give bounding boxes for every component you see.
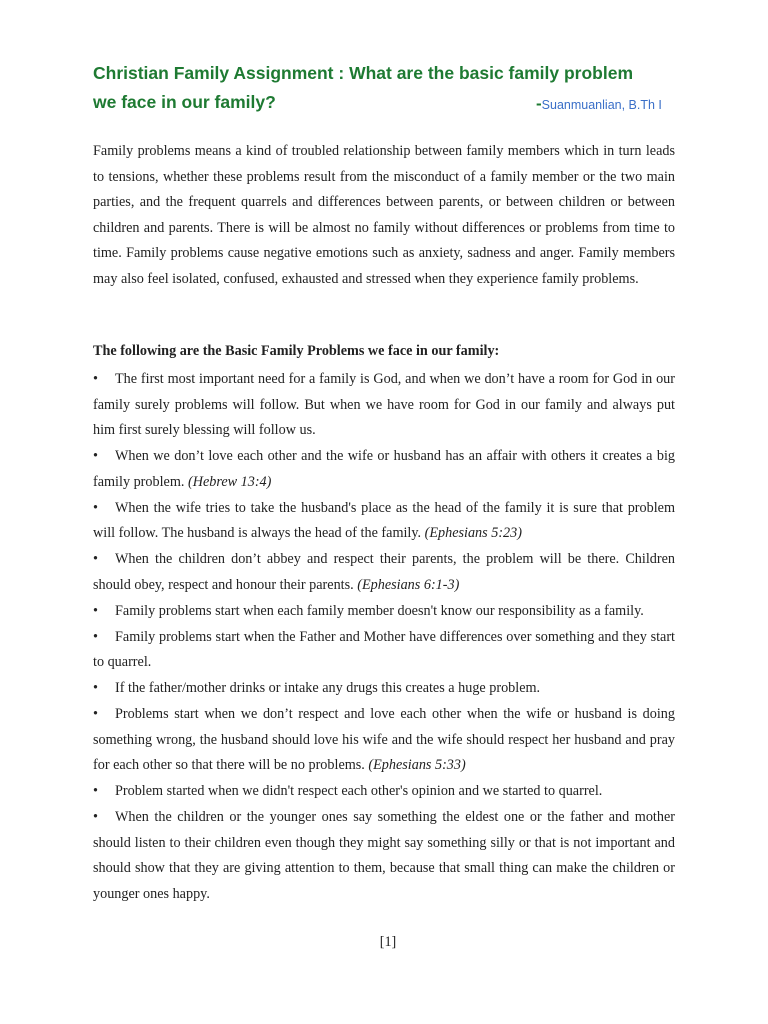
problem-text: If the father/mother drinks or intake any drugs this creates a huge problem. <box>115 680 541 696</box>
bullet-icon: • <box>93 602 98 619</box>
problem-text: When we don’t love each other and the wife or husband has an affair with others it creates a big family problem. <box>93 448 675 490</box>
bullet-icon: • <box>93 783 98 799</box>
problem-list-item <box>93 625 675 676</box>
scripture-reference: (Hebrew 13:4) <box>187 473 272 490</box>
problem-list-item <box>93 367 675 444</box>
intro-paragraph: Family problems means a kind of troubled relationship between family members which in turn leads to tensions, whether these problems result from the misconduct of a family member or the two main parties, and the frequent quarrels and differences between parents, or between children or between children and parents. There is will be almost no family without differences or problems from time to time. Family problems cause negative emotions such as anxiety, sadness and anger. Family members may also feel isolated, confused, exhausted and stressed when they experience family problems. <box>93 143 675 287</box>
problem-list-item <box>93 547 675 598</box>
author-name: Suanmuanlian, B.Th I <box>541 98 662 112</box>
author-credit <box>536 94 662 114</box>
bullet-icon: • <box>93 551 98 567</box>
problem-text: Family problems start when the Father and Mother have differences over something and they start to quarrel. <box>93 628 675 670</box>
scripture-reference: (Ephesians 6:1-3) <box>357 576 460 593</box>
problem-text: When the children or the younger ones say something the eldest one or the father and mother should listen to their children even though they might say something silly or that is not important and should show that they are giving attention to them, because that small thing can make the children or younger ones happy. <box>93 809 675 902</box>
bullet-icon: • <box>93 448 98 464</box>
problem-list-item <box>93 702 675 779</box>
problem-text: When the children don’t abbey and respect their parents, the problem will be there. Children should obey, respect and honour their parents. <box>93 551 675 593</box>
bullet-icon: • <box>93 371 98 387</box>
problem-list-item <box>93 496 675 547</box>
problem-text: When the wife tries to take the husband's place as the head of the family it is sure that problem will follow. The husband is always the head of the family. <box>93 499 675 541</box>
problem-list <box>93 367 675 908</box>
bullet-icon: • <box>93 628 98 645</box>
bullet-icon: • <box>93 680 98 696</box>
author-dash: - <box>536 94 542 113</box>
bullet-icon: • <box>93 499 98 516</box>
bullet-icon: • <box>93 706 98 722</box>
scripture-reference: (Ephesians 5:33) <box>368 757 466 773</box>
document-title-line-2: we face in our family? <box>93 92 276 112</box>
problem-text: Problems start when we don’t respect and love each other when the wife or husband is doing something wrong, the husband should love his wife and the wife should respect her husband and pray for each other so that there will be no problems. <box>93 706 675 773</box>
problem-list-item <box>93 779 675 805</box>
page-number: [1] <box>379 934 397 950</box>
problem-text: The first most important need for a family is God, and when we don’t have a room for God in our family surely problems will follow. But when we have room for God in our family and always put him first surely blessing will follow us. <box>93 371 675 438</box>
section-heading: The following are the Basic Family Problems we face in our family: <box>93 343 500 359</box>
problem-list-item <box>93 676 675 702</box>
problem-list-item <box>93 444 675 495</box>
problem-text: Problem started when we didn't respect each other's opinion and we started to quarrel. <box>115 783 603 799</box>
problem-list-item <box>93 599 675 625</box>
document-title-line-1: Christian Family Assignment : What are the basic family problem <box>93 63 634 83</box>
problem-list-item <box>93 805 675 907</box>
scripture-reference: (Ephesians 5:23) <box>424 525 522 541</box>
bullet-icon: • <box>93 809 98 825</box>
problem-text: Family problems start when each family member doesn't know our responsibility as a family. <box>115 602 644 619</box>
